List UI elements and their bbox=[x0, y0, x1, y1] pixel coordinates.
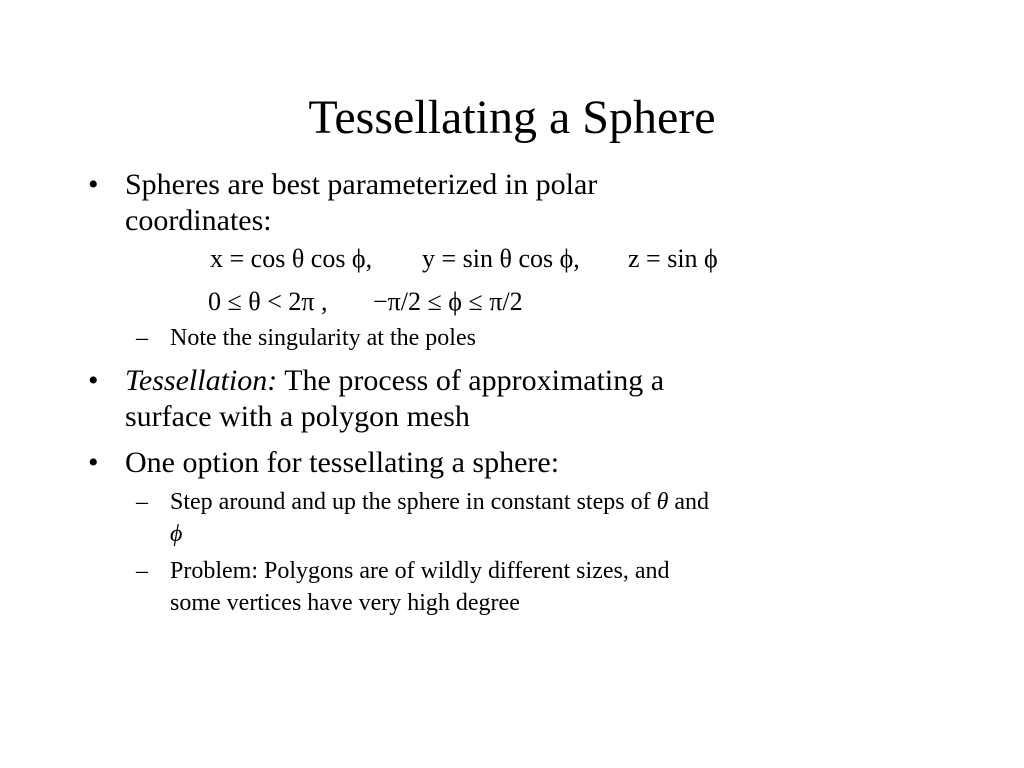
theta-symbol: θ bbox=[656, 489, 669, 515]
bullet-2-line-1 bbox=[125, 364, 664, 398]
subbullet-2-text: Step around and up the sphere in constant steps of bbox=[170, 489, 651, 515]
equation-x: x = cos θ cos ϕ, bbox=[210, 244, 373, 273]
slide-title: Tessellating a Sphere bbox=[308, 91, 716, 144]
subbullet-marker: – bbox=[136, 489, 148, 515]
equation-domain bbox=[208, 287, 608, 317]
bullet-1-line-2: coordinates: bbox=[125, 204, 272, 237]
bullet-2-term: Tessellation: bbox=[125, 364, 278, 397]
equation-theta-range: 0 ≤ θ < 2π , bbox=[208, 287, 328, 316]
bullet-marker: • bbox=[88, 168, 99, 201]
subbullet-marker: – bbox=[136, 325, 148, 351]
subbullet-2-line-1 bbox=[170, 486, 709, 518]
equation-z: z = sin ϕ bbox=[628, 244, 718, 273]
subbullet-marker: – bbox=[136, 558, 148, 584]
subbullet-2-and: and bbox=[668, 489, 710, 515]
subbullet-1-line-1: Note the singularity at the poles bbox=[170, 325, 476, 351]
bullet-marker: • bbox=[88, 446, 99, 479]
subbullet-3-line-2: some vertices have very high degree bbox=[170, 590, 520, 616]
equation-y: y = sin θ cos ϕ, bbox=[422, 244, 580, 273]
equation-phi-range: −π/2 ≤ ϕ ≤ π/2 bbox=[373, 287, 523, 316]
equation-parametric bbox=[210, 244, 750, 274]
phi-symbol: ϕ bbox=[170, 521, 183, 547]
bullet-2-line-2: surface with a polygon mesh bbox=[125, 400, 470, 433]
bullet-2-definition: The process of approximating a bbox=[277, 364, 665, 397]
bullet-1-line-1: Spheres are best parameterized in polar bbox=[125, 168, 598, 201]
bullet-marker: • bbox=[88, 364, 99, 397]
subbullet-3-line-1: Problem: Polygons are of wildly different sizes, and bbox=[170, 558, 670, 584]
bullet-3-line-1: One option for tessellating a sphere: bbox=[125, 446, 560, 479]
